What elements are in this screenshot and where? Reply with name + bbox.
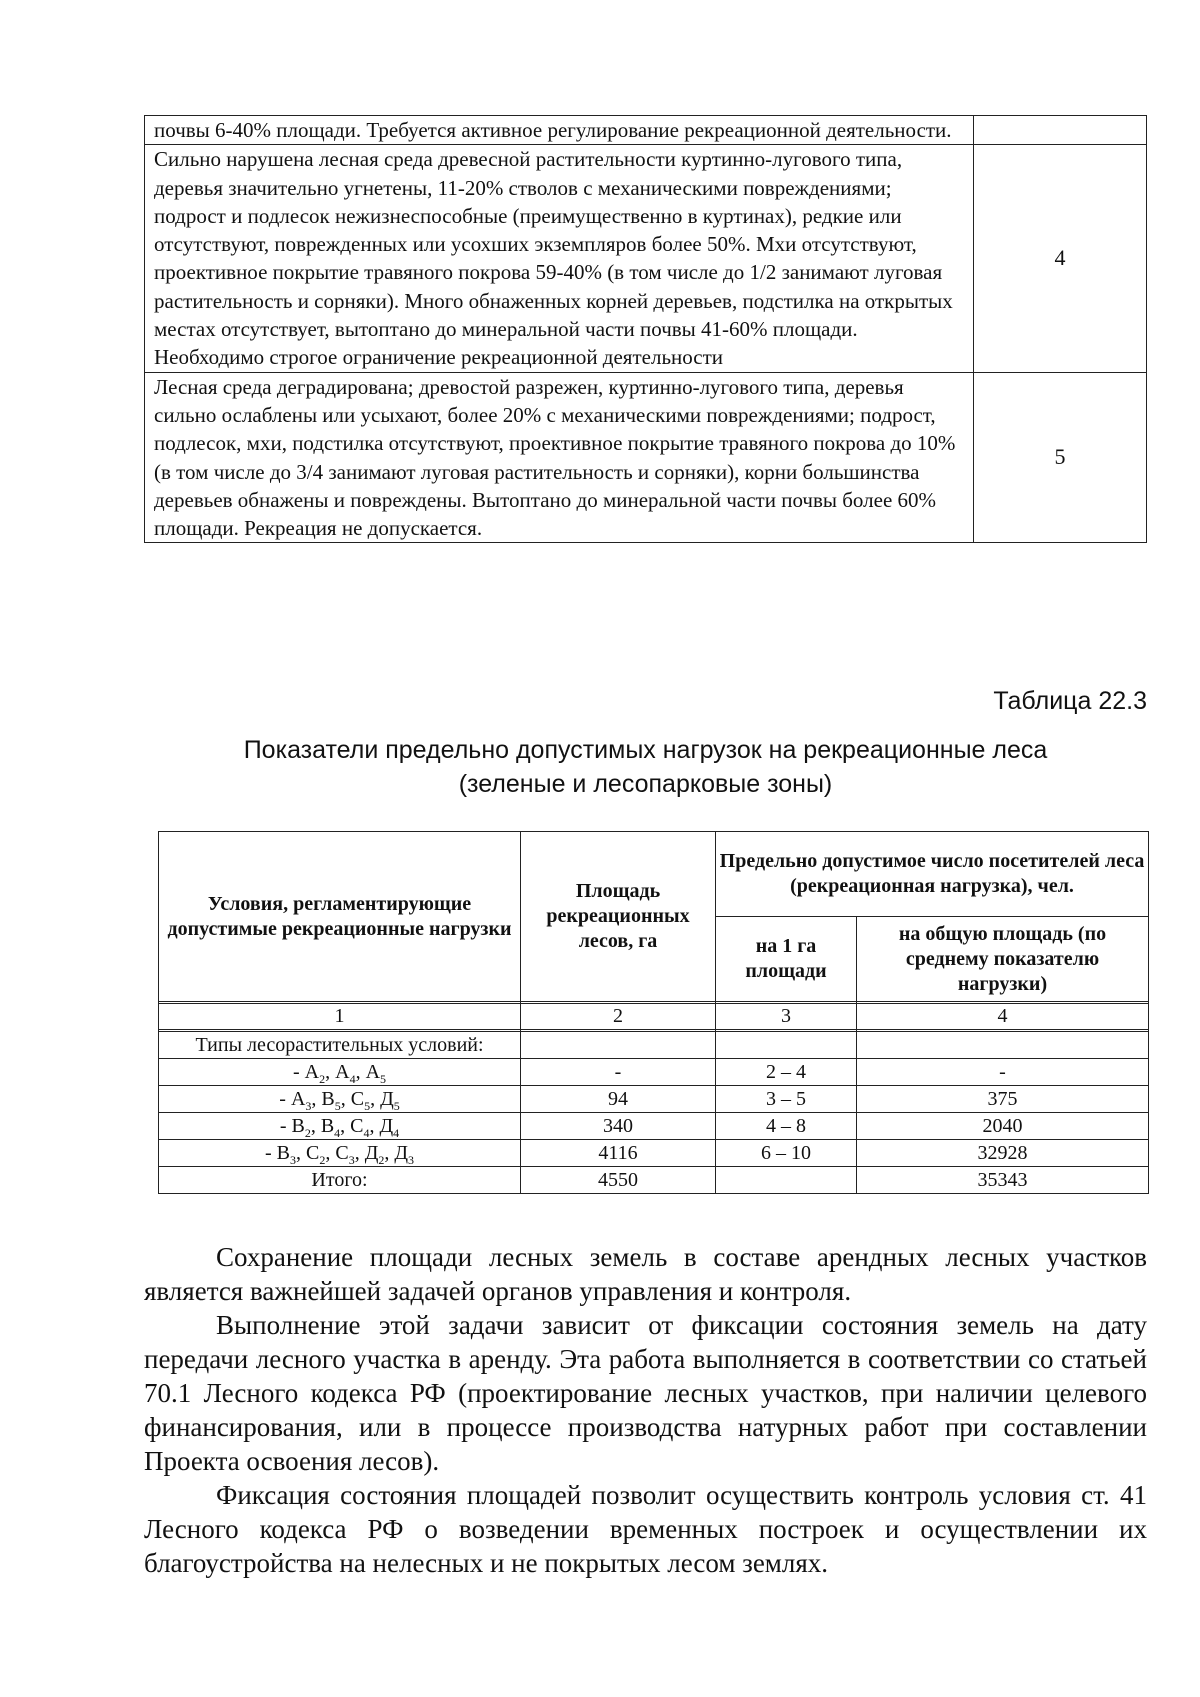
per-ha-value: 2 – 4 bbox=[716, 1059, 857, 1086]
column-number: 2 bbox=[521, 1004, 716, 1030]
header-row bbox=[159, 832, 1149, 917]
row-grade: 5 bbox=[974, 372, 1147, 543]
condition-codes: - $В_2$, $В_4$, $С_4$, $Д_4$ bbox=[159, 1113, 521, 1140]
condition-codes: - $А_2$, $А_4$, $А_5$ bbox=[159, 1059, 521, 1086]
column-number: 1 bbox=[159, 1004, 521, 1030]
code-subscript: 3 bbox=[408, 1153, 414, 1167]
table-row bbox=[145, 116, 1147, 145]
area-value: 340 bbox=[521, 1113, 716, 1140]
header-area: Площадь рекреационных лесов, га bbox=[521, 832, 716, 1002]
area-value: - bbox=[521, 1059, 716, 1086]
row-grade: 4 bbox=[974, 145, 1147, 372]
code-subscript: 4 bbox=[363, 1126, 370, 1140]
total-value: - bbox=[857, 1059, 1149, 1086]
table-caption: Таблица 22.3 bbox=[993, 687, 1147, 715]
total-total: 35343 bbox=[857, 1167, 1149, 1194]
paragraph: Выполнение этой задачи зависит от фиксации состояния земель на дату передачи лесного участка в аренду. Эта работа выполняется в соответствии со статьей 70.1 Лесного кодекса РФ (проектирование лесных участков, при наличии целевого финансирования, или в процессе производства натурных работ при составлении Проекта освоения лесов). bbox=[144, 1310, 1147, 1476]
code-subscript: 4 bbox=[334, 1126, 341, 1140]
row-grade bbox=[974, 116, 1147, 145]
table-title-line: Показатели предельно допустимых нагрузок на рекреационные леса bbox=[243, 736, 1048, 764]
area-value: 94 bbox=[521, 1086, 716, 1113]
column-numbers-row bbox=[159, 1004, 1149, 1030]
paragraph: Сохранение площади лесных земель в составе арендных лесных участков является важнейшей задачей органов управления и контроля. bbox=[144, 1242, 1147, 1306]
total-label: Итого: bbox=[159, 1167, 521, 1194]
row-description: почвы 6-40% площади. Требуется активное регулирование рекреационной деятельности. bbox=[145, 116, 974, 145]
table-row bbox=[145, 145, 1147, 372]
area-value: 4116 bbox=[521, 1140, 716, 1167]
body-text bbox=[144, 1240, 1147, 1580]
code-subscript: 4 bbox=[393, 1126, 400, 1140]
per-ha-value: 4 – 8 bbox=[716, 1113, 857, 1140]
condition-codes: - $В_3$, $С_2$, $С_3$, $Д_2$, $Д_3$ bbox=[159, 1140, 521, 1167]
table-row bbox=[159, 1113, 1149, 1140]
header-visitors: Предельно допустимое число посетителей леса (рекреационная нагрузка), чел. bbox=[716, 832, 1149, 917]
per-ha-value: 6 – 10 bbox=[716, 1140, 857, 1167]
code-subscript: 5 bbox=[380, 1072, 387, 1086]
recreational-load-table bbox=[158, 831, 1149, 1194]
per-ha-value: 3 – 5 bbox=[716, 1086, 857, 1113]
code-subscript: 2 bbox=[378, 1153, 385, 1167]
total-value: 375 bbox=[857, 1086, 1149, 1113]
column-number: 3 bbox=[716, 1004, 857, 1030]
total-area: 4550 bbox=[521, 1167, 716, 1194]
table-row bbox=[159, 1059, 1149, 1086]
table-row bbox=[159, 1140, 1149, 1167]
table-title-line: (зеленые и лесопарковые зоны) bbox=[458, 770, 833, 798]
header-total: на общую площадь (по среднему показателю нагрузки) bbox=[857, 917, 1149, 1002]
column-number: 4 bbox=[857, 1004, 1149, 1030]
code-subscript: 3 bbox=[305, 1099, 312, 1113]
types-label: Типы лесорастительных условий: bbox=[159, 1032, 521, 1059]
code-subscript: 2 bbox=[319, 1153, 326, 1167]
table-row bbox=[145, 372, 1147, 543]
total-value: 32928 bbox=[857, 1140, 1149, 1167]
table-row bbox=[159, 1032, 1149, 1059]
code-subscript: 3 bbox=[348, 1153, 355, 1167]
code-subscript: 5 bbox=[364, 1099, 371, 1113]
code-subscript: 3 bbox=[290, 1153, 296, 1167]
paragraph: Фиксация состояния площадей позволит осуществить контроль условия ст. 41 Лесного кодекса РФ о возведении временных построек и осуществлении их благоустройства на нелесных и не покрытых лесом землях. bbox=[144, 1480, 1147, 1578]
total-value: 2040 bbox=[857, 1113, 1149, 1140]
header-per-ha: на 1 га площади bbox=[716, 917, 857, 1002]
code-subscript: 2 bbox=[319, 1072, 326, 1086]
code-subscript: 2 bbox=[304, 1126, 311, 1140]
header-conditions: Условия, регламентирующие допустимые рекреационные нагрузки bbox=[159, 832, 521, 1002]
code-subscript: 5 bbox=[393, 1099, 400, 1113]
total-per-ha bbox=[716, 1167, 857, 1194]
code-subscript: 5 bbox=[334, 1099, 341, 1113]
row-description: Сильно нарушена лесная среда древесной растительности куртинно-лугового типа, деревья значительно угнетены, 11-20% стволов с механическими повреждениями; подрост и подлесок нежизнеспособные (преимущественно в куртинах), редкие или отсутствуют, поврежденных или усохших экземпляров более 50%. Мхи отсутствуют, проективное покрытие травяного покрова 59-40% (в том числе до 1/2 занимают луговая растительность и сорняки). Много обнаженных корней деревьев, подстилка на открытых местах отсутствует, вытоптано до минеральной части почвы 41-60% площади. Необходимо строгое ограничение рекреационной деятельности bbox=[145, 145, 974, 372]
degradation-table bbox=[144, 115, 1147, 543]
code-subscript: 4 bbox=[349, 1072, 356, 1086]
table-title bbox=[144, 733, 1147, 801]
row-description: Лесная среда деградирована; древостой разрежен, куртинно-лугового типа, деревья сильно ослаблены или усыхают, более 20% с механическими повреждениями; подрост, подлесок, мхи, подстилка отсутствуют, проективное покрытие травяного покрова до 10% (в том числе до 3/4 занимают луговая растительность и сорняки), корни большинства деревьев обнажены и повреждены. Вытоптано до минеральной части почвы более 60% площади. Рекреация не допускается. bbox=[145, 372, 974, 543]
total-row bbox=[159, 1167, 1149, 1194]
condition-codes: - $А_3$, $В_5$, $С_5$, $Д_5$ bbox=[159, 1086, 521, 1113]
table-row bbox=[159, 1086, 1149, 1113]
